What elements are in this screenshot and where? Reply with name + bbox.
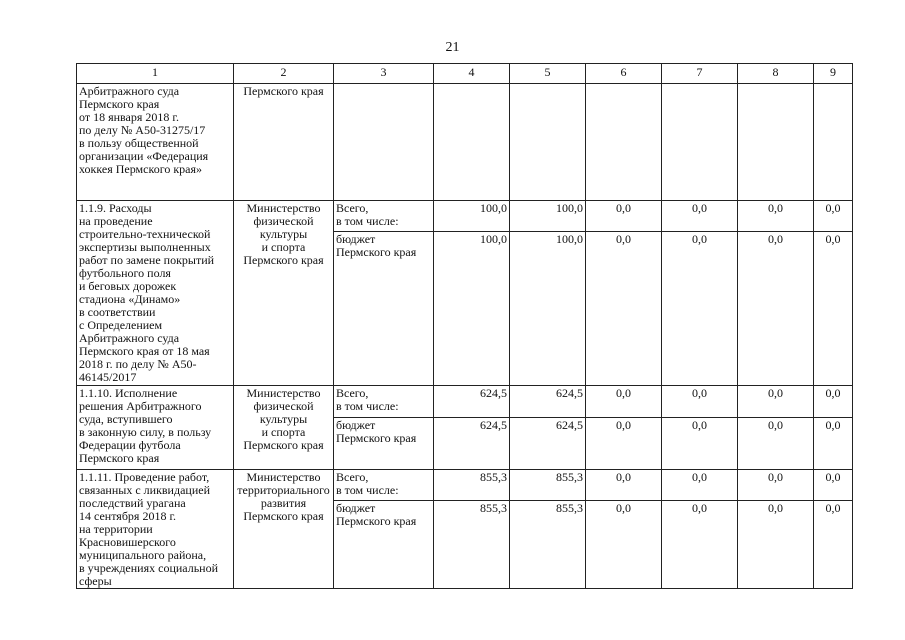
column-number: 7 xyxy=(662,64,738,84)
amount-year-2: 0,0 xyxy=(586,386,662,418)
funding-source: бюджет Пермского края xyxy=(334,501,434,589)
column-number: 6 xyxy=(586,64,662,84)
amount-year-3: 0,0 xyxy=(662,418,738,470)
amount-year-1: 855,3 xyxy=(510,470,586,501)
amount-year-2: 0,0 xyxy=(586,201,662,232)
measure-description: 1.1.9. Расходы на проведение строительно-технической экспертизы выполненных работ по замене покрытий футбольного поля и беговых дорожек стадиона «Динамо» в соответствии с Определением Арбитражного суда Пермского края от 18 мая 2018 г. по делу № А50- 46145/2017 xyxy=(77,201,234,386)
measure-description: 1.1.11. Проведение работ, связанных с ликвидацией последствий урагана 14 сентября 2018 г. на территории Красновишерского муниципального района, в учреждениях социальной сферы xyxy=(77,470,234,589)
amount-year-1: 100,0 xyxy=(510,201,586,232)
amount-year-5: 0,0 xyxy=(814,501,853,589)
amount-year-4: 0,0 xyxy=(738,232,814,386)
column-number-row xyxy=(77,64,853,84)
amount-year-4: 0,0 xyxy=(738,418,814,470)
amount-year-5: 0,0 xyxy=(814,418,853,470)
funding-source: Всего, в том числе: xyxy=(334,201,434,232)
amount-year-5: 0,0 xyxy=(814,232,853,386)
amount-total: 100,0 xyxy=(434,201,510,232)
amount-year-4: 0,0 xyxy=(738,201,814,232)
amount-year-3: 0,0 xyxy=(662,501,738,589)
column-number: 1 xyxy=(77,64,234,84)
amount-total xyxy=(434,84,510,201)
funding-source: Всего, в том числе: xyxy=(334,470,434,501)
budget-table xyxy=(76,63,853,589)
amount-year-3 xyxy=(662,84,738,201)
amount-year-5 xyxy=(814,84,853,201)
funding-source: Всего, в том числе: xyxy=(334,386,434,418)
responsible-body: Министерство территориального развития Пермского края xyxy=(234,470,334,589)
funding-source: бюджет Пермского края xyxy=(334,418,434,470)
amount-year-3: 0,0 xyxy=(662,201,738,232)
table-row xyxy=(77,470,853,501)
amount-year-1: 100,0 xyxy=(510,232,586,386)
amount-year-2 xyxy=(586,84,662,201)
funding-source xyxy=(334,84,434,201)
amount-year-5: 0,0 xyxy=(814,386,853,418)
column-number: 5 xyxy=(510,64,586,84)
amount-year-1: 624,5 xyxy=(510,386,586,418)
amount-year-5: 0,0 xyxy=(814,201,853,232)
amount-year-1: 624,5 xyxy=(510,418,586,470)
column-number: 8 xyxy=(738,64,814,84)
amount-total: 624,5 xyxy=(434,386,510,418)
amount-total: 624,5 xyxy=(434,418,510,470)
amount-total: 855,3 xyxy=(434,470,510,501)
amount-year-1 xyxy=(510,84,586,201)
amount-year-4 xyxy=(738,84,814,201)
responsible-body: Министерство физической культуры и спорта Пермского края xyxy=(234,386,334,470)
table-row xyxy=(77,386,853,418)
responsible-body: Министерство физической культуры и спорта Пермского края xyxy=(234,201,334,386)
table-row xyxy=(77,201,853,232)
amount-year-4: 0,0 xyxy=(738,501,814,589)
amount-year-4: 0,0 xyxy=(738,470,814,501)
measure-description: 1.1.10. Исполнение решения Арбитражного суда, вступившего в законную силу, в пользу Федерации футбола Пермского края xyxy=(77,386,234,470)
responsible-body: Пермского края xyxy=(234,84,334,201)
column-number: 2 xyxy=(234,64,334,84)
column-number: 4 xyxy=(434,64,510,84)
amount-year-5: 0,0 xyxy=(814,470,853,501)
amount-total: 100,0 xyxy=(434,232,510,386)
amount-year-2: 0,0 xyxy=(586,501,662,589)
amount-year-3: 0,0 xyxy=(662,232,738,386)
measure-description: Арбитражного суда Пермского края от 18 января 2018 г. по делу № А50-31275/17 в пользу общественной организации «Федерация хоккея Пермского края» xyxy=(77,84,234,201)
amount-year-2: 0,0 xyxy=(586,232,662,386)
amount-year-1: 855,3 xyxy=(510,501,586,589)
page-number: 21 xyxy=(445,40,460,55)
column-number: 9 xyxy=(814,64,853,84)
amount-year-2: 0,0 xyxy=(586,418,662,470)
funding-source: бюджет Пермского края xyxy=(334,232,434,386)
amount-year-3: 0,0 xyxy=(662,470,738,501)
table-row xyxy=(77,84,853,201)
amount-total: 855,3 xyxy=(434,501,510,589)
amount-year-4: 0,0 xyxy=(738,386,814,418)
amount-year-3: 0,0 xyxy=(662,386,738,418)
column-number: 3 xyxy=(334,64,434,84)
amount-year-2: 0,0 xyxy=(586,470,662,501)
